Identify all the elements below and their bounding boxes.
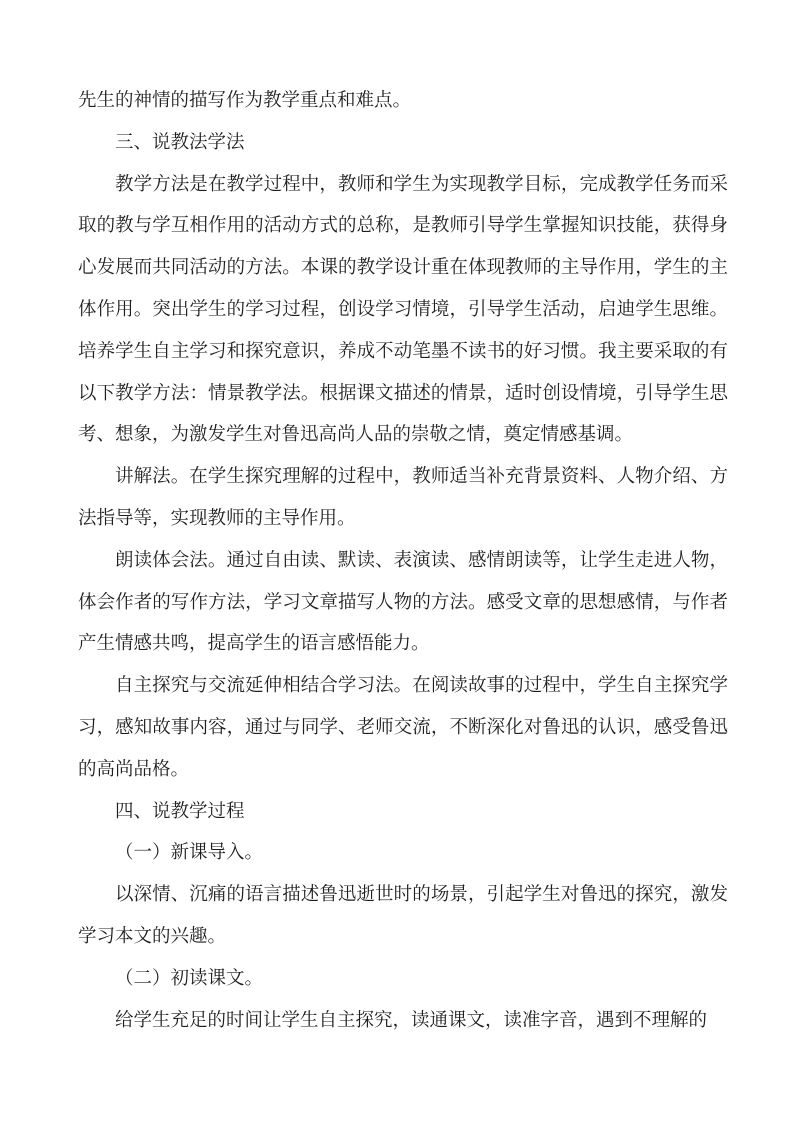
paragraph-explanation-method: 讲解法。在学生探究理解的过程中，教师适当补充背景资料、人物介绍、方法指导等，实现教师的主导作用。 — [78, 466, 728, 529]
paragraph-first-reading: 给学生充足的时间让学生自主探究，读通课文，读准字音，遇到不理解的 — [115, 1009, 708, 1031]
document-page — [78, 80, 728, 1041]
subheading-new-lesson: （一）新课导入。 — [115, 842, 264, 864]
section-heading-teaching-process: 四、说教学过程 — [115, 800, 245, 822]
section-heading-teaching-methods: 三、说教法学法 — [115, 131, 245, 153]
paragraph-teaching-methods: 教学方法是在教学过程中，教师和学生为实现教学目标，完成教学任务而采取的教与学互相作用的活动方式的总称，是教师引导学生掌握知识技能，获得身心发展而共同活动的方法。本课的教学设计重在体现教师的主导作用，学生的主体作用。突出学生的学习过程，创设学习情境，引导学生活动，启迪学生思维。培养学生自主学习和探究意识，养成不动笔墨不读书的好习惯。我主要采取的有以下教学方法：情景教学法。根据课文描述的情景，适时创设情境，引导学生思考、想象，为激发学生对鲁迅高尚人品的崇敬之情，奠定情感基调。 — [78, 173, 728, 446]
subheading-first-reading: （二）初读课文。 — [115, 967, 264, 989]
paragraph-new-lesson: 以深情、沉痛的语言描述鲁迅逝世时的场景，引起学生对鲁迅的探究，激发学习本文的兴趣。 — [78, 884, 728, 947]
paragraph-inquiry-method: 自主探究与交流延伸相结合学习法。在阅读故事的过程中，学生自主探究学习，感知故事内容，通过与同学、老师交流，不断深化对鲁迅的认识，感受鲁迅的高尚品格。 — [78, 675, 728, 780]
paragraph-continuation: 先生的神情的描写作为教学重点和难点。 — [78, 90, 412, 111]
paragraph-reading-method: 朗读体会法。通过自由读、默读、表演读、感情朗读等，让学生走进人物，体会作者的写作方法，学习文章描写人物的方法。感受文章的思想感情，与作者产生情感共鸣，提高学生的语言感悟能力。 — [78, 549, 728, 655]
